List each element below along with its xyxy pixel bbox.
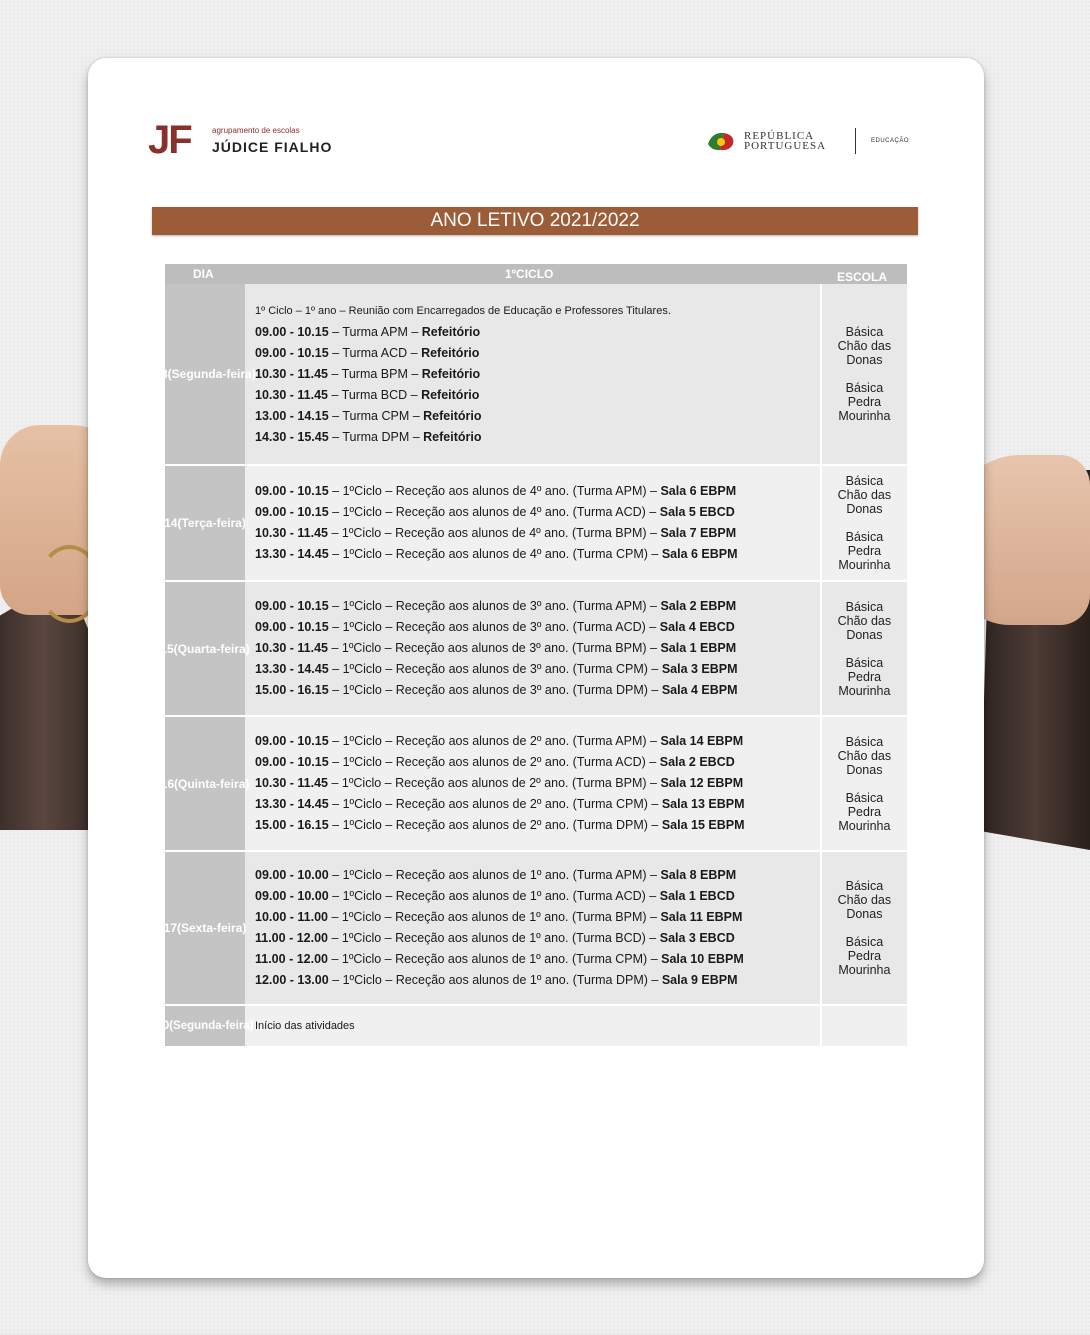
activity-text: – 1ºCiclo – Receção aos alunos de 1º ano. (Turma ACD) –	[328, 889, 660, 903]
activity-cell	[245, 1006, 820, 1046]
time-range: 09.00 - 10.15	[255, 620, 329, 634]
schedule-line	[255, 544, 820, 565]
schedule-line	[255, 970, 820, 991]
activity-text: – 1ºCiclo – Receção aos alunos de 1º ano. (Turma CPM) –	[327, 952, 662, 966]
activity-text: – 1ºCiclo – Receção aos alunos de 2º ano. (Turma ACD) –	[328, 755, 660, 769]
schedule-line	[255, 794, 820, 815]
school-b-line: Mourinha	[838, 963, 891, 977]
activity-text: – 1ºCiclo – Receção aos alunos de 4º ano. (Turma APM) –	[328, 484, 661, 498]
time-range: 13.30 - 14.45	[255, 547, 329, 561]
time-range: 09.00 - 10.15	[255, 345, 329, 360]
activity-text: – 1ºCiclo – Receção aos alunos de 4º ano. (Turma CPM) –	[328, 547, 662, 561]
day-line: feira)	[226, 367, 256, 381]
table-body	[154, 284, 907, 1046]
activity-text: – 1ºCiclo – Receção aos alunos de 3º ano. (Turma APM) –	[328, 599, 661, 613]
schedule-line	[255, 343, 820, 364]
activity-text: – Turma CPM –	[328, 408, 424, 423]
room-label: Sala 5 EBCD	[659, 505, 735, 519]
school-b-line: Mourinha	[838, 818, 891, 833]
time-range: 15.00 - 16.15	[255, 818, 329, 832]
day-line: 13	[154, 367, 168, 381]
room-label: Refeitório	[421, 366, 481, 381]
activity-text: – 1ºCiclo – Receção aos alunos de 3º ano. (Turma ACD) –	[328, 620, 660, 634]
activity-text: – 1ºCiclo – Receção aos alunos de 1º ano. (Turma DPM) –	[328, 973, 662, 987]
time-range: 10.00 - 11.00	[255, 910, 328, 924]
activity-text: – Turma APM –	[328, 324, 422, 339]
activity-text: – 1ºCiclo – Receção aos alunos de 2º ano. (Turma CPM) –	[328, 797, 662, 811]
activity-cell	[245, 582, 820, 715]
schedule-line	[255, 659, 820, 680]
schedule-line	[255, 322, 820, 343]
day-line: (Quarta-	[173, 641, 221, 656]
schedule-line	[255, 752, 820, 773]
school-a-line: Donas	[846, 907, 883, 921]
school-a-line: Chão das	[837, 488, 892, 502]
school-b-line: Pedra	[847, 949, 882, 963]
room-label: Sala 4 EBCD	[659, 620, 735, 634]
time-range: 09.00 - 10.00	[255, 868, 329, 882]
start-note: Início das atividades	[255, 1019, 355, 1032]
room-label: Sala 10 EBPM	[661, 952, 744, 966]
time-range: 09.00 - 10.15	[255, 505, 329, 519]
school-b-line: Básica	[845, 790, 884, 805]
schedule-line	[255, 773, 820, 794]
school-cell	[820, 284, 907, 464]
school-b-line: Básica	[845, 381, 884, 395]
schedule-line	[255, 907, 820, 928]
schedule-line	[255, 815, 820, 836]
room-label: Refeitório	[421, 387, 480, 402]
school-b-line: Básica	[845, 655, 884, 670]
activity-text: – 1ºCiclo – Receção aos alunos de 4º ano. (Turma BPM) –	[327, 526, 661, 540]
activity-text: – 1ºCiclo – Receção aos alunos de 3º ano. (Turma BPM) –	[327, 641, 661, 655]
republic-emblem-icon	[706, 130, 736, 152]
schedule-table	[154, 264, 907, 1046]
time-range: 09.00 - 10.15	[255, 324, 329, 339]
time-range: 13.30 - 14.45	[255, 662, 329, 676]
day-cell	[165, 466, 245, 580]
day-line: feira)	[216, 516, 246, 530]
day-line: 14	[164, 516, 178, 530]
time-range: 10.30 - 11.45	[255, 526, 328, 540]
school-b-line: Pedra	[847, 804, 882, 819]
schedule-line	[255, 481, 820, 502]
schedule-line	[255, 502, 820, 523]
activity-cell	[245, 852, 820, 1004]
room-label: Sala 6 EBPM	[661, 547, 738, 561]
room-label: Sala 4 EBPM	[661, 683, 738, 697]
school-a-line: Chão das	[837, 339, 892, 353]
room-label: Sala 15 EBPM	[661, 818, 745, 832]
day-cell	[160, 582, 250, 715]
activity-cell	[245, 284, 820, 464]
room-label: Sala 3 EBCD	[659, 931, 735, 945]
time-range: 09.00 - 10.00	[255, 889, 329, 903]
room-label: Sala 11 EBPM	[660, 910, 743, 924]
day-line: 17	[163, 921, 177, 935]
room-label: Sala 2 EBPM	[660, 599, 737, 613]
activity-cell	[245, 717, 820, 850]
room-label: Sala 9 EBPM	[661, 973, 738, 987]
poster	[88, 58, 984, 1278]
school-a-line: Básica	[845, 474, 884, 488]
school-cell	[820, 466, 907, 580]
activity-text: – Turma DPM –	[328, 429, 424, 444]
time-range: 13.00 - 14.15	[255, 408, 329, 423]
schedule-line	[255, 364, 820, 385]
activity-text: – Turma BCD –	[327, 387, 422, 402]
room-label: Refeitório	[423, 408, 482, 423]
time-range: 10.30 - 11.45	[255, 776, 328, 790]
school-a-line: Básica	[845, 879, 884, 893]
schedule-line	[255, 865, 820, 886]
school-b-line: Pedra	[847, 669, 882, 684]
schedule-line	[255, 617, 820, 638]
activity-text: – Turma ACD –	[328, 345, 422, 360]
room-label: Refeitório	[421, 345, 480, 360]
day-line: feira)	[220, 776, 250, 791]
day-line: (Quinta-	[174, 776, 221, 791]
school-b-line: Mourinha	[838, 409, 891, 423]
school-a-line: Donas	[846, 502, 883, 516]
school-a-line: Básica	[845, 325, 884, 339]
time-range: 09.00 - 10.15	[255, 599, 329, 613]
school-logo-mark: JF	[148, 118, 191, 162]
column-header-cycle: 1ºCICLO	[505, 267, 554, 281]
table-header	[165, 264, 907, 284]
school-a-line: Chão das	[837, 748, 892, 763]
school-b-line: Mourinha	[838, 558, 891, 572]
room-label: Sala 14 EBPM	[660, 734, 744, 748]
activity-text: – 1ºCiclo – Receção aos alunos de 3º ano. (Turma DPM) –	[328, 683, 662, 697]
room-label: Sala 7 EBPM	[660, 526, 737, 540]
day-line: 20	[156, 1019, 170, 1032]
table-row	[160, 582, 907, 715]
activity-text: – Turma BPM –	[327, 366, 422, 381]
table-row-final	[156, 1006, 907, 1046]
meeting-note: 1º Ciclo – 1º ano – Reunião com Encarregados de Educação e Professores Titulares.	[255, 304, 671, 317]
school-a-line: Chão das	[837, 613, 892, 628]
room-label: Sala 1 EBCD	[659, 889, 735, 903]
room-label: Sala 1 EBPM	[660, 641, 737, 655]
school-b-line: Básica	[845, 530, 884, 544]
column-header-school: ESCOLA	[837, 270, 888, 284]
room-label: Sala 3 EBPM	[661, 662, 738, 676]
school-year-banner: ANO LETIVO 2021/2022	[152, 207, 918, 235]
schedule-line	[255, 385, 820, 406]
table-row	[160, 717, 907, 850]
header-divider	[855, 128, 856, 154]
schedule-line	[255, 406, 820, 427]
activity-text: – 1ºCiclo – Receção aos alunos de 2º ano. (Turma DPM) –	[328, 818, 662, 832]
schedule-line	[255, 427, 820, 448]
school-b-line: Pedra	[847, 544, 882, 558]
schedule-line	[255, 731, 820, 752]
time-range: 10.30 - 11.45	[255, 641, 328, 655]
activity-text: – 1ºCiclo – Receção aos alunos de 2º ano. (Turma APM) –	[328, 734, 661, 748]
activity-text: – 1ºCiclo – Receção aos alunos de 1º ano. (Turma BPM) –	[327, 910, 661, 924]
school-b-line: Mourinha	[838, 683, 891, 698]
time-range: 09.00 - 10.15	[255, 755, 329, 769]
time-range: 14.30 - 15.45	[255, 429, 329, 444]
schedule-line	[255, 928, 820, 949]
schedule-line	[255, 638, 820, 659]
day-cell	[160, 717, 250, 850]
room-label: Refeitório	[423, 429, 482, 444]
time-range: 13.30 - 14.45	[255, 797, 329, 811]
schedule-line	[255, 523, 820, 544]
activity-text: – 1ºCiclo – Receção aos alunos de 1º ano. (Turma BCD) –	[327, 931, 660, 945]
time-range: 09.00 - 10.15	[255, 484, 329, 498]
schedule-line	[255, 596, 820, 617]
table-row	[165, 852, 907, 1004]
school-b-line: Básica	[845, 935, 884, 949]
republic-label: REPÚBLICA PORTUGUESA	[744, 130, 827, 152]
activity-text: – 1ºCiclo – Receção aos alunos de 2º ano. (Turma BPM) –	[327, 776, 661, 790]
room-label: Sala 13 EBPM	[661, 797, 745, 811]
room-label: Sala 12 EBPM	[660, 776, 744, 790]
table-row	[165, 466, 907, 580]
day-line: feira)	[220, 641, 250, 656]
day-line: (Sexta-	[177, 921, 218, 935]
time-range: 10.30 - 11.45	[255, 366, 328, 381]
table-row	[154, 284, 907, 464]
school-cell	[820, 852, 907, 1004]
time-range: 11.00 - 12.00	[255, 952, 328, 966]
day-line: feira)	[217, 921, 247, 935]
activity-text: – 1ºCiclo – Receção aos alunos de 4º ano. (Turma ACD) –	[328, 505, 660, 519]
time-range: 12.00 - 13.00	[255, 973, 329, 987]
school-a-line: Donas	[846, 353, 883, 367]
ministry-label: EDUCAÇÃO	[871, 138, 910, 144]
time-range: 09.00 - 10.15	[255, 734, 329, 748]
school-cell	[820, 717, 907, 850]
day-cell	[154, 284, 256, 464]
time-range: 15.00 - 16.15	[255, 683, 329, 697]
room-label: Sala 6 EBPM	[660, 484, 737, 498]
school-b-line: Pedra	[847, 395, 882, 409]
room-label: Sala 2 EBCD	[659, 755, 735, 769]
day-cell	[156, 1006, 254, 1046]
day-line: (Segunda-	[167, 367, 227, 381]
column-header-day: DIA	[193, 267, 214, 281]
day-line: (Terça-	[177, 516, 217, 530]
school-cell	[820, 582, 907, 715]
room-label: Refeitório	[421, 324, 481, 339]
activity-text: – 1ºCiclo – Receção aos alunos de 3º ano. (Turma CPM) –	[328, 662, 662, 676]
activity-text: – 1ºCiclo – Receção aos alunos de 1º ano. (Turma APM) –	[328, 868, 661, 882]
school-cell-empty	[820, 1006, 907, 1046]
day-line: (Segunda-	[169, 1019, 226, 1032]
schedule-line	[255, 680, 820, 701]
school-a-line: Básica	[845, 599, 884, 614]
school-a-line: Donas	[846, 627, 883, 642]
day-line: 16	[160, 776, 175, 791]
time-range: 10.30 - 11.45	[255, 387, 328, 402]
activity-cell	[245, 466, 820, 580]
school-logo-subtitle: agrupamento de escolas	[212, 126, 300, 135]
room-label: Sala 8 EBPM	[660, 868, 737, 882]
school-a-line: Chão das	[837, 893, 892, 907]
school-a-line: Donas	[846, 762, 883, 777]
schedule-line	[255, 949, 820, 970]
day-line: feira)	[225, 1019, 254, 1032]
day-cell	[165, 852, 245, 1004]
schedule-line	[255, 886, 820, 907]
time-range: 11.00 - 12.00	[255, 931, 328, 945]
school-a-line: Básica	[845, 734, 884, 749]
school-logo-name: JÚDICE FIALHO	[212, 139, 333, 155]
day-line: 15	[160, 641, 174, 656]
